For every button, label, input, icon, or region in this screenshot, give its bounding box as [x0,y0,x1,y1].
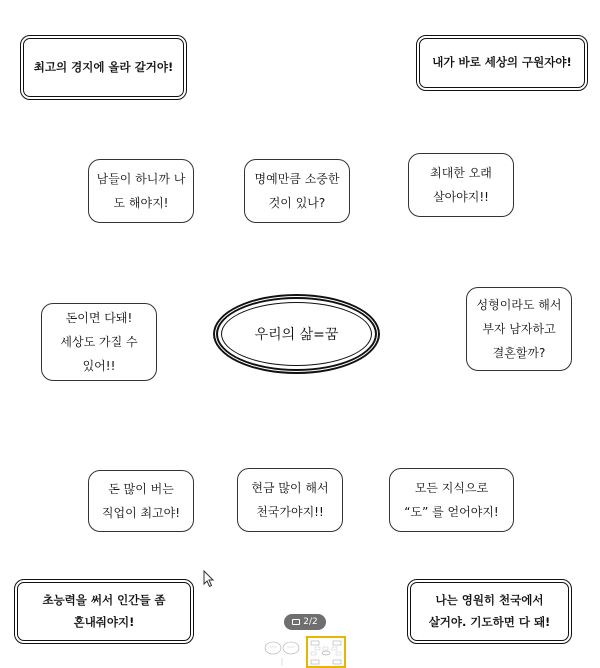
thumbnail-preview [263,636,303,668]
box-text: 최고의 경지에 올라 갈거야! [33,59,174,74]
thought-box-row3-right [389,468,514,532]
box-text: 돈이면 다돼! 세상도 가질 수 있어!! [60,311,138,373]
box-text: 성형이라도 해서 부자 남자하고 결혼할까? [476,298,562,360]
thought-box-row3-mid [237,468,343,532]
box-text: 남들이 하니까 나 도 해야지! [96,172,186,210]
thought-box-row1-right [408,153,514,217]
corner-box-top-left [20,35,187,100]
thought-box-row3-left [88,470,194,532]
page-thumbnail-1[interactable] [263,636,303,668]
box-text: 명예만큼 소중한 것이 있나? [254,172,340,210]
thought-box-mid-left [41,303,157,381]
thought-box-mid-right [466,287,572,371]
box-text: 초능력을 써서 인간들 좀 혼내줘야지! [42,592,166,629]
box-text: 내가 바로 세상의 구원자야! [432,55,572,70]
pages-icon [292,619,300,625]
thumbnail-preview [308,638,344,666]
page-indicator[interactable] [284,614,326,630]
box-text: 모든 지식으로 “도” 를 얻어야지! [404,481,499,519]
thought-box-row1-left [88,159,194,223]
box-text: 나는 영원히 천국에서 살거야. 기도하면 다 돼! [428,592,551,629]
corner-box-top-right [416,35,588,91]
corner-box-bottom-right [407,579,572,644]
mouse-cursor-icon [203,570,215,588]
corner-box-bottom-left [14,579,194,644]
box-text: 현금 많이 해서 천국가야지!! [251,481,329,519]
page-indicator-text: 2/2 [303,617,318,627]
page-thumbnail-2[interactable] [306,636,346,668]
box-text: 최대한 오래 살아야지!! [430,166,492,204]
box-text: 돈 많이 버는 직업이 최고야! [101,482,181,520]
center-label: 우리의 삶=꿈 [254,327,339,343]
center-oval [213,294,380,374]
thought-box-row1-mid [244,159,350,223]
